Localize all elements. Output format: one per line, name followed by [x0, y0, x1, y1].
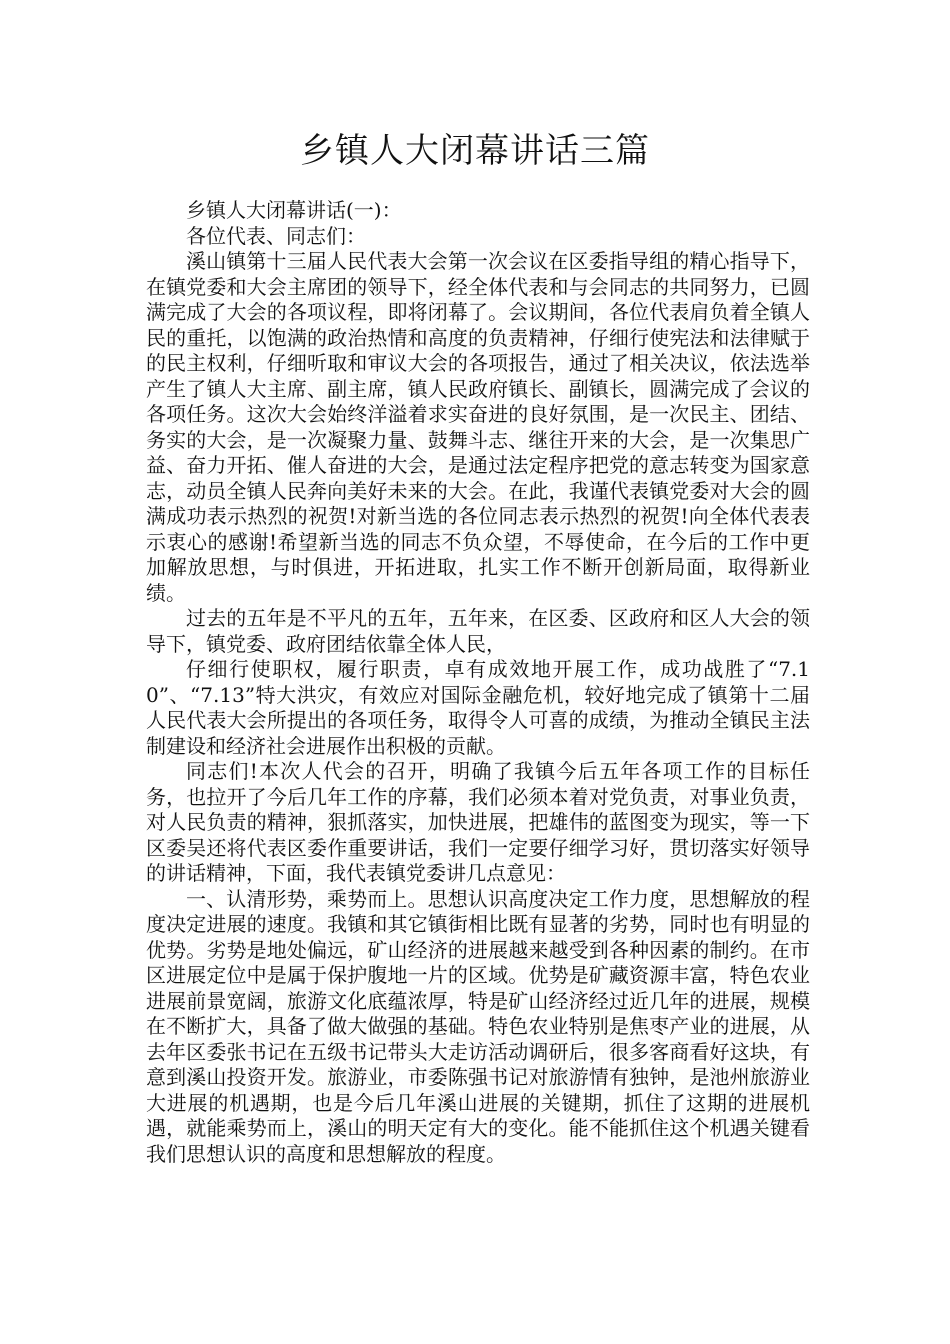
salutation: 各位代表、同志们：: [186, 223, 366, 248]
paragraph: 溪山镇第十三届人民代表大会第一次会议在区委指导组的精心指导下，在镇党委和大会主席团的领导下，经全体代表和与会同志的共同努力，已圆满完成了大会的各项议程，即将闭幕了。会议期间，各位代表肩负着全镇人民的重托，以饱满的政治热情和高度的负责精神，仔细行使宪法和法律赋于的民主权利，仔细听取和审议大会的各项报告，通过了相关决议，依法选举产生了镇人大主席、副主席，镇人民政府镇长、副镇长，圆满完成了会议的各项任务。这次大会始终洋溢着求实奋进的良好氛围，是一次民主、团结、务实的大会，是一次凝聚力量、鼓舞斗志、继往开来的大会，是一次集思广益、奋力开拓、催人奋进的大会，是通过法定程序把党的意志转变为国家意志，动员全镇人民奔向美好未来的大会。在此，我谨代表镇党委对大会的圆满成功表示热烈的祝贺!对新当选的各位同志表示热烈的祝贺!向全体代表表示衷心的感谢!希望新当选的同志不负众望，不辱使命，在今后的工作中更加解放思想，与时俱进，开拓进取，扎实工作不断开创新局面，取得新业绩。: [146, 249, 810, 605]
section-heading: 乡镇人大闭幕讲话(一)：: [186, 198, 402, 222]
paragraph: 一、认清形势，乘势而上。思想认识高度决定工作力度，思想解放的程度决定进展的速度。我镇和其它镇街相比既有显著的劣势，同时也有明显的优势。劣势是地处偏远，矿山经济的进展越来越受到各种因素的制约。在市区进展定位中是属于保护腹地一片的区域。优势是矿藏资源丰富，特色农业进展前景宽阔，旅游文化底蕴浓厚，特是矿山经济经过近几年的进展，规模在不断扩大，具备了做大做强的基础。特色农业特别是焦枣产业的进展，从去年区委张书记在五级书记带头大走访活动调研后，很多客商看好这块，有意到溪山投资开发。旅游业，市委陈强书记对旅游情有独钟，是池州旅游业大进展的机遇期，也是今后几年溪山进展的关键期，抓住了这期的进展机遇，就能乘势而上，溪山的明天定有大的变化。能不能抓住这个机遇关键看我们思想认识的高度和思想解放的程度。: [146, 886, 810, 1166]
paragraph: 同志们!本次人代会的召开，明确了我镇今后五年各项工作的目标任务，也拉开了今后几年工作的序幕，我们必须本着对党负责，对事业负责，对人民负责的精神，狠抓落实，加快进展，把雄伟的蓝图变为现实，等一下区委吴还将代表区委作重要讲话，我们一定要仔细学习好，贯切落实好领导的讲话精神，下面，我代表镇党委讲几点意见：: [146, 759, 810, 885]
document-body: [146, 198, 810, 1167]
paragraph: 过去的五年是不平凡的五年，五年来，在区委、区政府和区人大会的领导下，镇党委、政府团结依靠全体人民，: [146, 606, 810, 656]
paragraph: 仔细行使职权，履行职责，卓有成效地开展工作，成功战胜了“7.10”、“7.13”特大洪灾，有效应对国际金融危机，较好地完成了镇第十二届人民代表大会所提出的各项任务，取得令人可喜的成绩，为推动全镇民主法制建设和经济社会进展作出积极的贡献。: [146, 657, 810, 758]
document-title: 乡镇人大闭幕讲话三篇: [300, 131, 650, 171]
